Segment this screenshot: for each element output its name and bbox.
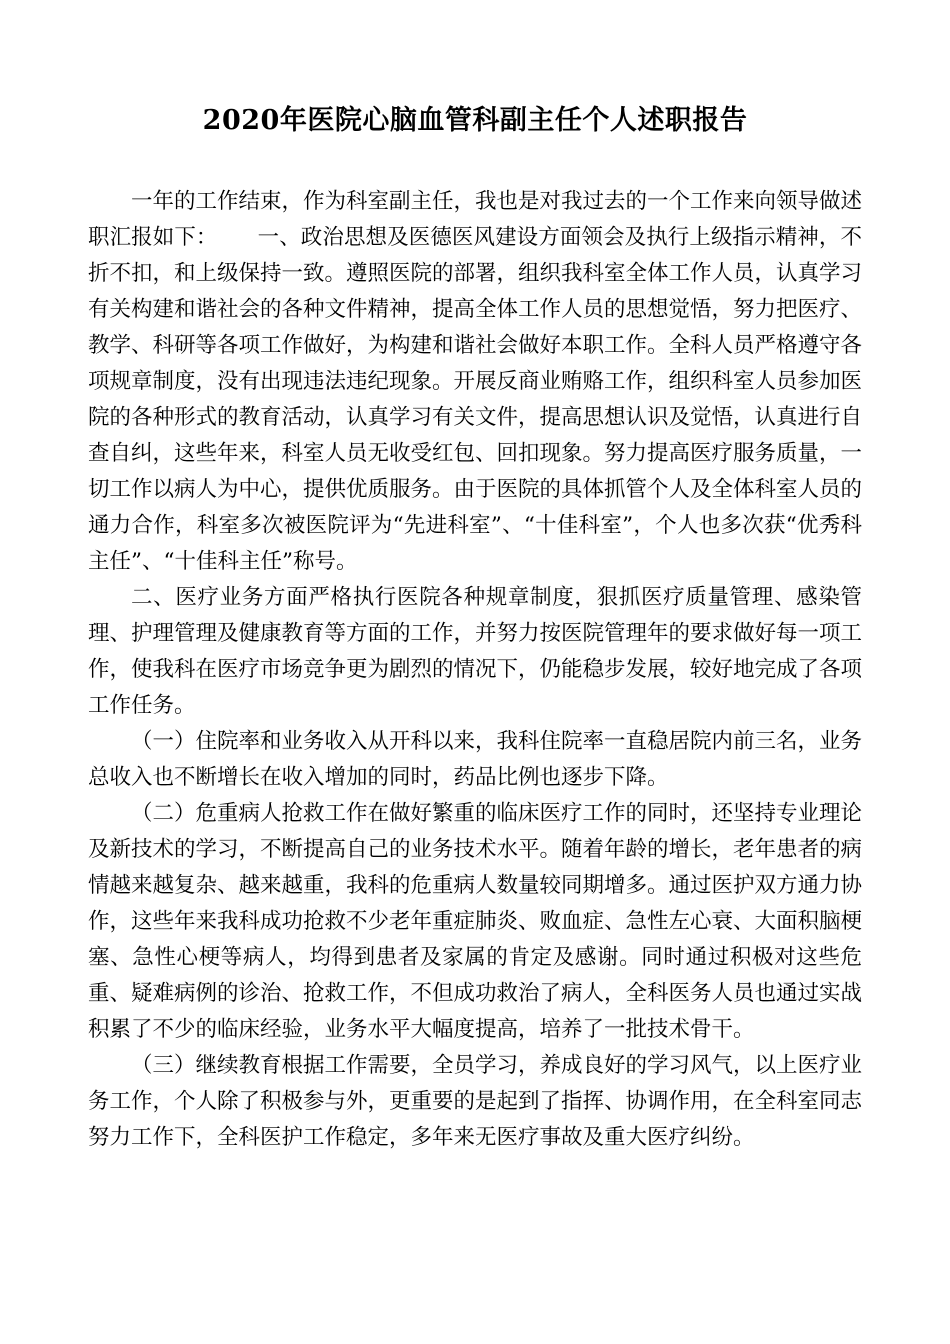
document-body: [88, 184, 862, 1156]
section-one-text: 一、政治思想及医德医风建设方面领会及执行上级指示精神，不折不扣，和上级保持一致。遵照医院的部署，组织我科室全体工作人员，认真学习有关构建和谐社会的各种文件精神，提高全体工作人员的思想觉悟，努力把医疗、教学、科研等各项工作做好，为构建和谐社会做好本职工作。全科人员严格遵守各项规章制度，没有出现违法违纪现象。开展反商业贿赂工作，组织科室人员参加医院的各种形式的教育活动，认真学习有关文件，提高思想认识及觉悟，认真进行自查自纠，这些年来，科室人员无收受红包、回扣现象。努力提高医疗服务质量，一切工作以病人为中心，提供优质服务。由于医院的具体抓管个人及全体科室人员的通力合作，科室多次被医院评为“先进科室”、“十佳科室”，个人也多次获“优秀科主任”、“十佳科主任”称号。: [88, 225, 863, 574]
intro-paragraph: [88, 184, 862, 580]
section-two-paragraph: 二、医疗业务方面严格执行医院各种规章制度，狠抓医疗质量管理、感染管理、护理管理及健康教育等方面的工作，并努力按医院管理年的要求做好每一项工作，使我科在医疗市场竞争更为剧烈的情况下，仍能稳步发展，较好地完成了各项工作任务。: [88, 585, 863, 718]
subsection-two-paragraph: （二）危重病人抢救工作在做好繁重的临床医疗工作的同时，还坚持专业理论及新技术的学习，不断提高自己的业务技术水平。随着年龄的增长，老年患者的病情越来越复杂、越来越重，我科的危重病人数量较同期增多。通过医护双方通力协作，这些年来我科成功抢救不少老年重症肺炎、败血症、急性左心衰、大面积脑梗塞、急性心梗等病人，均得到患者及家属的肯定及感谢。同时通过积极对这些危重、疑难病例的诊治、抢救工作，不但成功救治了病人，全科医务人员也通过实战积累了不少的临床经验，业务水平大幅度提高，培养了一批技术骨干。: [88, 801, 863, 1042]
document-title: 2020年医院心脑血管科副主任个人述职报告: [202, 105, 748, 136]
subsection-one-paragraph: （一）住院率和业务收入从开科以来，我科住院率一直稳居院内前三名，业务总收入也不断增长在收入增加的同时，药品比例也逐步下降。: [88, 729, 863, 790]
subsection-three-paragraph: （三）继续教育根据工作需要，全员学习，养成良好的学习风气，以上医疗业务工作，个人除了积极参与外，更重要的是起到了指挥、协调作用，在全科室同志努力工作下，全科医护工作稳定，多年来无医疗事故及重大医疗纠纷。: [88, 1053, 863, 1150]
intro-lead-text: 一年的工作结束，作为科室副主任，我也是对我过去的一个工作来向领导做述职汇报如下：: [88, 189, 863, 250]
